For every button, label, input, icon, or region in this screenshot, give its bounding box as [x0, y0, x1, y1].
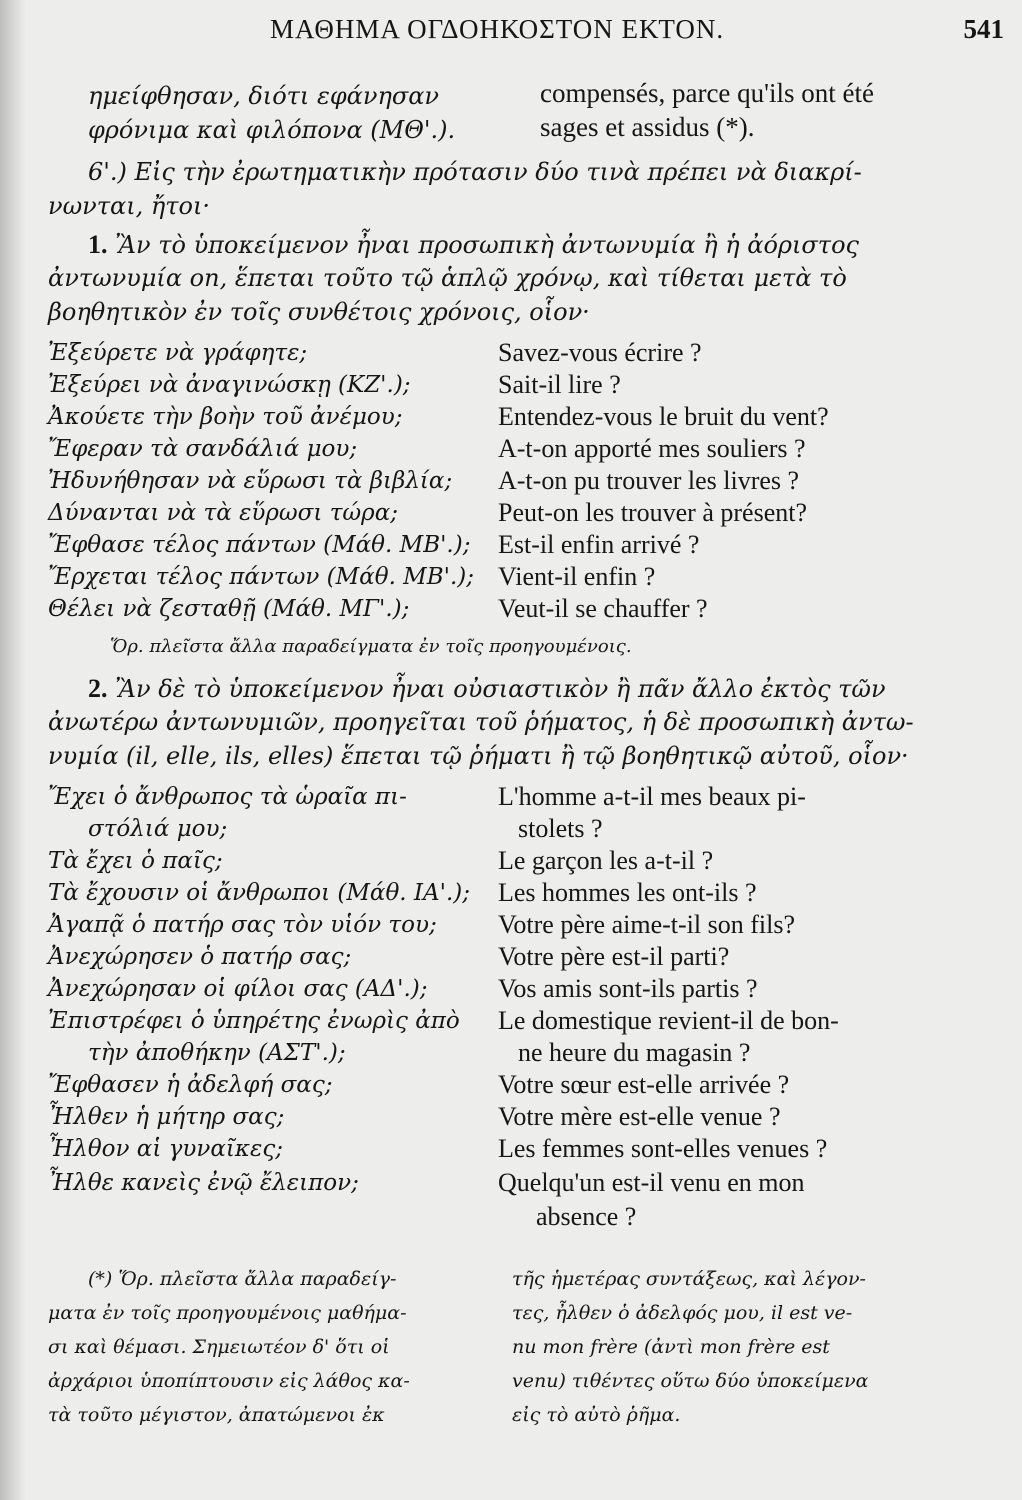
example-greek: Ἀνεχώρησεν ὁ πατήρ σας; [48, 944, 352, 970]
example-french: Les femmes sont-elles venues ? [498, 1134, 828, 1163]
example-row [48, 340, 1008, 372]
example-french: Les hommes les ont-ils ? [498, 878, 757, 907]
example-row [48, 372, 1008, 404]
footnote-left-line: ματα ἐν τοῖς προηγουμένοις μαθήμα- [48, 1302, 407, 1324]
example-french: Votre père aime-t-il son fils? [498, 910, 795, 939]
example-greek: Ἦλθε κανεὶς ἐνῷ ἔλειπον; [48, 1170, 359, 1196]
example-row [48, 944, 1008, 976]
example-row [48, 1136, 1008, 1168]
example-french: ne heure du magasin ? [518, 1038, 751, 1067]
rule2-line-2: ἀνωτέρω ἀντωνυμιῶν, προηγεῖται τοῦ ῥήματος, ἡ δὲ προσωπικὴ ἀντω- [48, 708, 914, 736]
footnote-right-line: τῆς ἡμετέρας συντάξεως, καὶ λέγον- [512, 1268, 866, 1290]
example-row [48, 880, 1008, 912]
example-greek: Ἠδυνήθησαν νὰ εὕρωσι τὰ βιβλία; [48, 468, 453, 494]
example-row [48, 848, 1008, 880]
example-row [48, 1204, 1008, 1236]
example-row [48, 1170, 1008, 1202]
example-greek: Δύνανται νὰ τὰ εὕρωσι τώρα; [48, 500, 398, 526]
example-french: Est-il enfin arrivé ? [498, 530, 700, 559]
example-greek: Ἀγαπᾷ ὁ πατήρ σας τὸν υἱόν του; [48, 912, 437, 938]
example-french: stolets ? [518, 814, 603, 843]
rule2-line-1 [88, 674, 886, 704]
example-row [48, 404, 1008, 436]
example-french: Entendez-vous le bruit du vent? [498, 402, 829, 431]
rule1-line-3: βοηθητικὸν ἐν τοῖς συνθέτοις χρόνοις, οἷον· [48, 298, 590, 326]
example-french: Votre père est-il parti? [498, 942, 730, 971]
rule1-line-2: ἀντωνυμία on, ἕπεται τοῦτο τῷ ἁπλῷ χρόνῳ, καὶ τίθεται μετὰ τὸ [48, 264, 847, 292]
example-greek: Τὰ ἔχουσιν οἱ ἄνθρωποι (Μάθ. ΙΑ'.); [48, 880, 470, 906]
intro-french-line-2: sages et assidus (*). [540, 112, 755, 142]
example-french: Le garçon les a-t-il ? [498, 846, 714, 875]
example-greek: Ἀνεχώρησαν οἱ φίλοι σας (ΑΔ'.); [48, 976, 428, 1002]
example-greek: Ἐξεύρετε νὰ γράφητε; [48, 340, 308, 366]
example-row [48, 816, 1008, 848]
example-french: Vient-il enfin ? [498, 562, 656, 591]
footnote-left [48, 1268, 488, 1438]
example-french: Peut-on les trouver à présent? [498, 498, 808, 527]
example-greek: Θέλει νὰ ζεσταθῇ (Μάθ. ΜΓ'.); [48, 596, 410, 622]
section-b-line-2: νωνται, ἤτοι· [48, 192, 211, 220]
example-french: absence ? [536, 1202, 637, 1231]
example-row [48, 1104, 1008, 1136]
example-greek: Τὰ ἔχει ὁ παῖς; [48, 848, 223, 874]
rule2-line-3: νυμία (il, elle, ils, elles) ἕπεται τῷ ῥήματι ἢ τῷ βοηθητικῷ αὐτοῦ, οἷον· [48, 742, 909, 770]
example-row [48, 976, 1008, 1008]
rule1-line-1 [88, 230, 859, 260]
example-greek: Ἦλθεν ἡ μήτηρ σας; [48, 1104, 285, 1130]
example-greek: Ἔρχεται τέλος πάντων (Μάθ. ΜΒ'.); [48, 564, 474, 590]
intro-french-line-1: compensés, parce qu'ils ont été [540, 78, 875, 108]
example-row [48, 784, 1008, 816]
example-row [48, 500, 1008, 532]
example-row [48, 436, 1008, 468]
example-french: Veut-il se chauffer ? [498, 594, 708, 623]
example-row [48, 1072, 1008, 1104]
example-french: L'homme a-t-il mes beaux pi- [498, 782, 806, 811]
see-note: Ὅρ. πλεῖστα ἄλλα παραδείγματα ἐν τοῖς προηγουμένοις. [110, 636, 632, 657]
page-number: 541 [963, 14, 1004, 44]
rule2-number: 2. [88, 674, 108, 703]
footnote-left-line: ἀρχάριοι ὑποπίπτουσιν εἰς λάθος κα- [48, 1370, 410, 1392]
footnote-left-line: τὰ τοῦτο μέγιστον, ἀπατώμενοι ἐκ [48, 1404, 385, 1426]
footnote-right-line: τες, ἦλθεν ὁ ἀδελφός μου, il est ve- [512, 1302, 853, 1324]
example-row [48, 596, 1008, 628]
example-french: Le domestique revient-il de bon- [498, 1006, 839, 1035]
example-french: Votre sœur est-elle arrivée ? [498, 1070, 790, 1099]
example-greek: Ἔφθασε τέλος πάντων (Μάθ. ΜΒ'.); [48, 532, 471, 558]
intro-greek-line-2: φρόνιμα καὶ φιλόπονα (ΜΘ'.). [88, 116, 456, 144]
example-french: Vos amis sont-ils partis ? [498, 974, 758, 1003]
example-greek: Ἐπιστρέφει ὁ ὑπηρέτης ἐνωρὶς ἀπὸ [48, 1008, 460, 1034]
example-row [48, 468, 1008, 500]
footnote-right [512, 1268, 1012, 1438]
rule2-text-1: Ἂν δὲ τὸ ὑποκείμενον ἦναι οὐσιαστικὸν ἢ πᾶν ἄλλο ἐκτὸς τῶν [115, 675, 886, 703]
example-greek: Ἔφθασεν ἡ ἀδελφή σας; [48, 1072, 333, 1098]
footnote-right-line: nu mon frère (ἀντὶ mon frère est [512, 1336, 830, 1358]
example-greek: Ἀκούετε τὴν βοὴν τοῦ ἀνέμου; [48, 404, 403, 430]
example-greek: στόλιά μου; [88, 816, 228, 842]
example-french: Savez-vous écrire ? [498, 338, 702, 367]
footnote-right-line: εἰς τὸ αὐτὸ ῥῆμα. [512, 1404, 681, 1426]
footnote-left-line: (*) Ὅρ. πλεῖστα ἄλλα παραδείγ- [88, 1268, 397, 1290]
example-greek: Ἔφεραν τὰ σανδάλιά μου; [48, 436, 358, 462]
example-row [48, 1008, 1008, 1040]
footnote-right-line: venu) τιθέντες οὕτω δύο ὑποκείμενα [512, 1370, 869, 1392]
rule1-number: 1. [88, 230, 108, 259]
example-greek: Ἔχει ὁ ἄνθρωπος τὰ ὡραῖα πι- [48, 784, 407, 810]
intro-greek-line-1: ημείφθησαν, διότι εφάνησαν [88, 82, 439, 110]
example-row [48, 564, 1008, 596]
example-row [48, 532, 1008, 564]
example-french: Votre mère est-elle venue ? [498, 1102, 781, 1131]
example-greek: Ἐξεύρει νὰ ἀναγινώσκῃ (ΚΖ'.); [48, 372, 411, 398]
example-french: Quelqu'un est-il venu en mon [498, 1168, 805, 1197]
example-french: A-t-on apporté mes souliers ? [498, 434, 806, 463]
section-b-line-1: 6'.) Εἰς τὴν ἐρωτηματικὴν πρότασιν δύο τινὰ πρέπει νὰ διακρί- [88, 158, 862, 186]
example-row [48, 1040, 1008, 1072]
example-row [48, 912, 1008, 944]
rule1-text-1: Ἂν τὸ ὑποκείμενον ἦναι προσωπικὴ ἀντωνυμία ἢ ἡ ἀόριστος [115, 231, 859, 259]
footnote-left-line: σι καὶ θέμασι. Σημειωτέον δ' ὅτι οἱ [48, 1336, 390, 1358]
example-greek: τὴν ἀποθήκην (ΑΣΤ'.); [88, 1040, 346, 1066]
running-head: ΜΑΘΗΜΑ ΟΓΔΟΗΚΟΣΤΟΝ ΕΚΤΟΝ. [270, 14, 725, 44]
example-greek: Ἦλθον αἱ γυναῖκες; [48, 1136, 283, 1162]
example-french: A-t-on pu trouver les livres ? [498, 466, 800, 495]
example-french: Sait-il lire ? [498, 370, 621, 399]
